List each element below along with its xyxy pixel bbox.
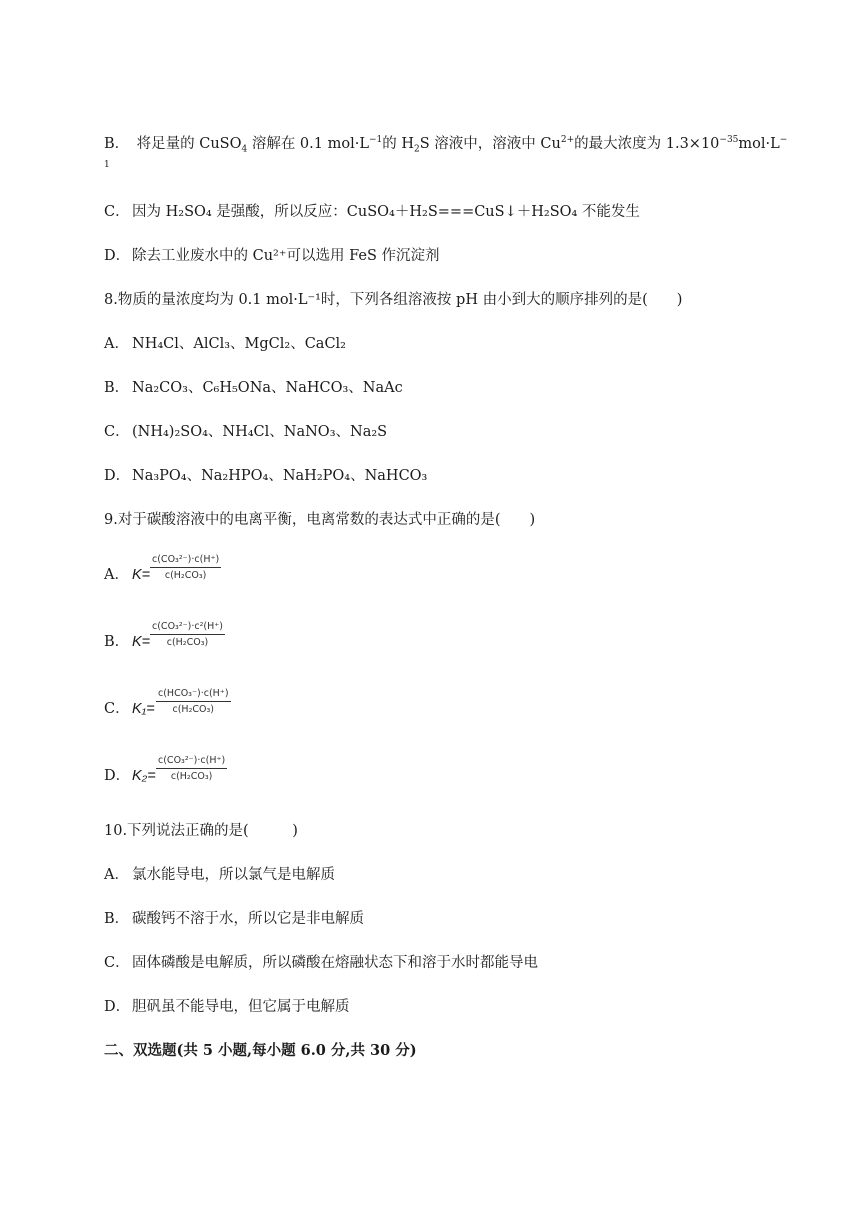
option-label: A． xyxy=(104,567,129,583)
formula-lhs: K= xyxy=(132,634,151,650)
option-label: C． xyxy=(104,204,130,220)
numerator: c(CO₃²⁻)·c(H⁺) xyxy=(150,554,221,568)
q8-option-c xyxy=(104,422,387,442)
option-label: B． xyxy=(104,911,130,927)
option-label: A． xyxy=(104,336,129,352)
formula-lhs: K₁= xyxy=(132,701,155,717)
q8-option-d xyxy=(104,466,427,486)
q9-b-fraction xyxy=(150,621,225,648)
q10-option-b xyxy=(104,909,364,929)
q7-b-text: 将足量的 xyxy=(136,135,195,152)
q7-b-text: mol·L xyxy=(738,135,780,152)
q8-option-b xyxy=(104,378,403,398)
q9-c-fraction xyxy=(156,688,231,715)
numerator: c(CO₃²⁻)·c²(H⁺) xyxy=(150,621,225,635)
q10-option-c xyxy=(104,953,538,973)
q10-c-text: 固体磷酸是电解质，所以磷酸在熔融状态下和溶于水时都能导电 xyxy=(132,955,538,971)
q9-stem: 9.对于碳酸溶液中的电离平衡，电离常数的表达式中正确的是( ) xyxy=(104,512,536,528)
option-label: C． xyxy=(104,424,130,440)
numerator: c(HCO₃⁻)·c(H⁺) xyxy=(156,688,231,702)
formula-lhs: K= xyxy=(132,567,151,583)
q9-option-d xyxy=(104,766,156,786)
option-label: D． xyxy=(104,248,131,264)
denominator: c(H₂CO₃) xyxy=(172,704,215,715)
option-label: B． xyxy=(104,634,130,650)
q10-b-text: 碳酸钙不溶于水，所以它是非电解质 xyxy=(132,911,364,927)
q7-b-text: 溶解在 0.1 mol·L xyxy=(251,135,369,152)
q10-d-text: 胆矾虽不能导电，但它属于电解质 xyxy=(132,999,350,1015)
q9-option-b xyxy=(104,632,150,652)
q9-d-fraction xyxy=(156,755,227,782)
q8-a-text: NH₄Cl、AlCl₃、MgCl₂、CaCl₂ xyxy=(132,336,346,352)
q7-option-d xyxy=(104,246,440,266)
option-label: C． xyxy=(104,955,130,971)
denominator: c(H₂CO₃) xyxy=(164,570,207,581)
q7-b-text: 的最大浓度为 1.3×10 xyxy=(574,135,720,152)
option-label: D． xyxy=(104,468,131,484)
q10-stem: 10.下列说法正确的是( ) xyxy=(104,823,298,839)
q10-option-d xyxy=(104,997,350,1017)
option-label: B． xyxy=(104,135,130,152)
q8-b-text: Na₂CO₃、C₆H₅ONa、NaHCO₃、NaAc xyxy=(132,380,403,396)
q9-option-a xyxy=(104,565,150,585)
q10-option-a xyxy=(104,865,335,885)
q7-b-text: 的 H xyxy=(382,135,415,152)
q7-c-text: 因为 H₂SO₄ 是强酸，所以反应：CuSO₄＋H₂S===CuS↓＋H₂SO₄ 不能发生 xyxy=(132,204,640,220)
section-heading: 二、双选题(共 5 小题,每小题 6.0 分,共 30 分) xyxy=(104,1042,417,1059)
q7-b-text: S 溶液中，溶液中 Cu xyxy=(419,135,561,152)
q7-d-text: 除去工业废水中的 Cu²⁺可以选用 FeS 作沉淀剂 xyxy=(132,248,440,264)
option-label: B． xyxy=(104,380,130,396)
q7-option-c xyxy=(104,202,640,222)
option-label: C． xyxy=(104,701,130,717)
option-label: A． xyxy=(104,867,129,883)
q8-d-text: Na₃PO₄、Na₂HPO₄、NaH₂PO₄、NaHCO₃ xyxy=(132,468,428,484)
denominator: c(H₂CO₃) xyxy=(170,771,213,782)
option-label: D． xyxy=(104,999,131,1015)
option-label: D． xyxy=(104,768,131,784)
q10-a-text: 氯水能导电，所以氯气是电解质 xyxy=(132,867,335,883)
denominator: c(H₂CO₃) xyxy=(166,637,209,648)
q8-stem: 8.物质的量浓度均为 0.1 mol·L⁻¹时，下列各组溶液按 pH 由小到大的顺序排列的是( ) xyxy=(104,292,683,308)
numerator: c(CO₃²⁻)·c(H⁺) xyxy=(156,755,227,769)
q7-b-wrap: 1 xyxy=(104,160,110,170)
q9-option-c xyxy=(104,699,155,719)
q8-option-a xyxy=(104,334,346,354)
q9-a-fraction xyxy=(150,554,221,581)
q8-c-text: (NH₄)₂SO₄、NH₄Cl、NaNO₃、Na₂S xyxy=(132,424,388,440)
q7-option-b: B． 将足量的 CuSO$_4$ 溶解在 0.1 $mol\cdot L^{-1}$的 $H_2S$ 溶液中，溶液中 $Cu^{2+}$的最大浓度为 $1.3\times 10^{-35}mol\cdot L^-$ xyxy=(104,135,788,155)
formula-lhs: K₂= xyxy=(132,768,156,784)
